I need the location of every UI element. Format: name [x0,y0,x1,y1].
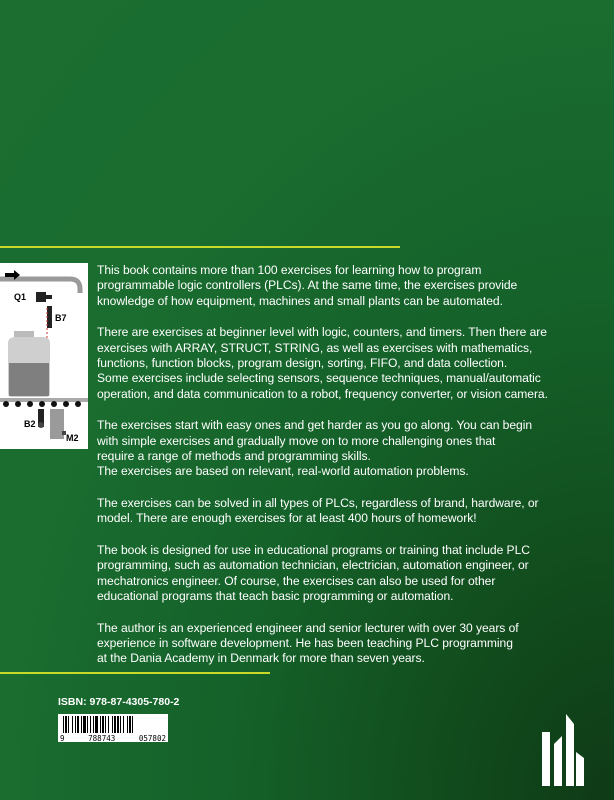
text-line: model. There are enough exercises for at least 400 hours of homework! [97,511,477,526]
text-line: The exercises can be solved in all types of PLCs, regardless of brand, hardware, or [97,496,539,511]
barcode-bar [129,716,131,733]
barcode-bar [63,716,64,733]
barcode-digit-group: 9 [60,734,65,743]
text-line: knowledge of how equipment, machines and small plants can be automated. [97,293,503,308]
barcode-digit-group: 057802 [138,734,166,743]
barcode-bar [102,716,104,733]
text-line: This book contains more than 100 exercises for learning how to program [97,263,482,277]
barcode-bar [75,716,76,733]
barcode-bar [77,716,79,733]
text-line: at the Dania Academy in Denmark for more than seven years. [97,651,425,666]
text-line: with simple exercises and gradually move on to more challenging ones that [97,433,496,448]
barcode-bar [123,716,124,733]
paragraph-author [97,621,602,667]
motor-icon [50,409,66,439]
text-line: exercises with ARRAY, STRUCT, STRING, as well as exercises with mathematics, [97,340,533,355]
text-line: functions, function blocks, program design, sorting, FIFO, and data collection. [97,355,508,370]
conveyor-icon [0,398,88,407]
isbn-barcode [58,714,168,742]
text-line: The author is an experienced engineer and senior lecturer with over 30 years of [97,620,519,635]
text-line: programmable logic controllers (PLCs). At the same time, the exercises provide [97,278,518,293]
back-cover-description [97,263,602,683]
barcode-bar [90,716,91,733]
text-line: educational programs that teach basic programming or automation. [97,589,454,604]
barcode-bar [87,716,88,733]
barcode-bar [81,716,82,733]
label-b2: B2 [24,419,36,429]
barcode-bar [112,716,113,733]
text-line: The exercises are based on relevant, real-world automation problems. [97,464,469,479]
barcode-bar [127,716,128,733]
barcode-bar [108,716,109,733]
barcode-bar [117,716,119,733]
b7-sensor-shape [47,306,52,328]
barcode-digit-group: 788743 [88,734,116,743]
canister-icon [8,331,50,397]
barcode-bar [83,716,86,733]
barcode-bar [93,716,94,733]
pipe-shape [0,279,80,293]
barcode-bar [95,716,98,733]
paragraph-audience [97,543,602,604]
label-b7: B7 [55,313,67,323]
publisher-logo-icon [538,712,584,786]
text-line: operation, and data communication to a robot, frequency converter, or vision camera. [97,386,548,401]
top-accent-rule [0,246,400,248]
text-line: require a range of methods and programming skills. [97,448,371,463]
barcode-bar [132,716,133,733]
barcode-bar [100,716,101,733]
automation-illustration [0,263,88,449]
text-line: The exercises start with easy ones and get harder as you go along. You can begin [97,418,533,433]
barcode-bar [120,716,121,733]
bottom-accent-rule [0,672,270,674]
barcode-bar [114,716,116,733]
barcode-number [58,734,168,743]
label-m2: M2 [66,433,79,443]
barcode-bar [65,716,67,733]
barcode-bar [68,716,69,733]
text-line: Some exercises include selecting sensors, sequence techniques, manual/automatic [97,371,541,386]
barcode-bar [105,716,106,733]
text-line: programming, such as automation technician, electrician, automation engineer, or [97,558,529,573]
barcode-bar [72,716,73,733]
paragraph-plc-types [97,496,602,527]
paragraph-intro [97,263,602,309]
isbn-label: ISBN: 978-87-4305-780-2 [58,696,180,708]
text-line: mechatronics engineer. Of course, the exercises can also be used for other [97,573,496,588]
text-line: There are exercises at beginner level with logic, counters, and timers. Then there are [97,325,547,340]
paragraph-levels [97,325,602,401]
paragraph-progression [97,418,602,479]
text-line: experience in software development. He has been teaching PLC programming [97,636,513,651]
text-line: The book is designed for use in educational programs or training that include PLC [97,543,530,558]
label-q1: Q1 [14,292,27,302]
sensor-icon [36,292,52,302]
